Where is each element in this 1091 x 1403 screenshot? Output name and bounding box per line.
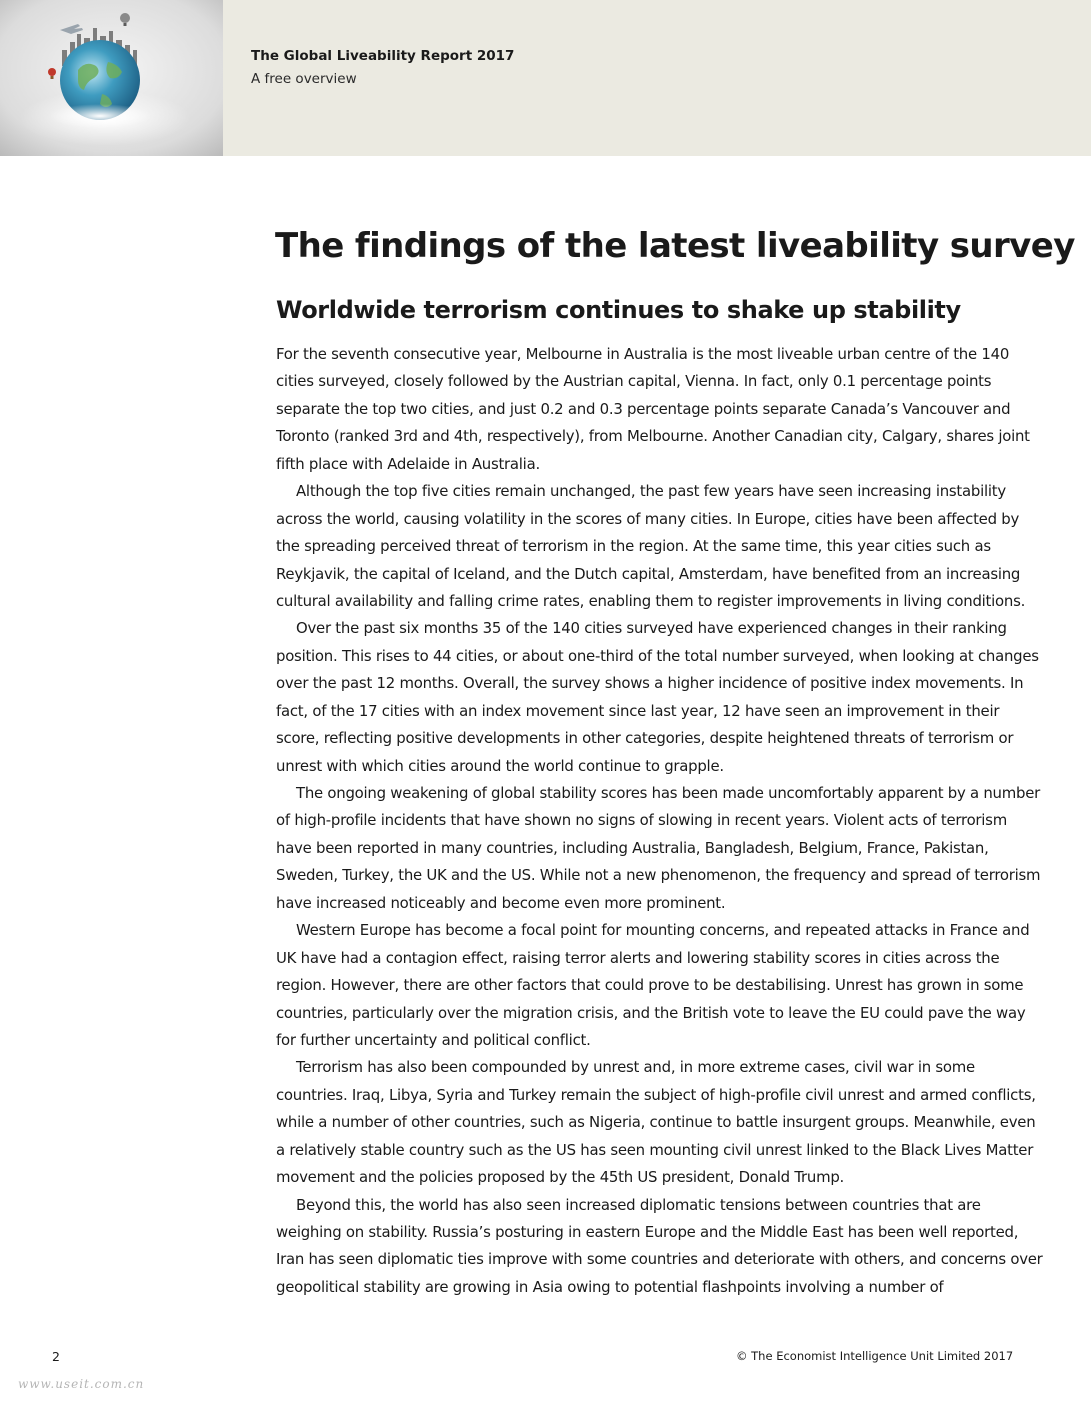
body-paragraph: Beyond this, the world has also seen increased diplomatic tensions between countries that are weighing on stability. Russia’s posturing in eastern Europe and the Middle East has been well reported, Iran has seen diplomatic ties improve with some countries and deteriorate with others, and concerns over geopolitical stability are growing in Asia owing to potential flashpoints involving a number of	[276, 1195, 1043, 1296]
body-paragraph: Over the past six months 35 of the 140 cities surveyed have experienced changes in their ranking position. This rises to 44 cities, or about one-third of the total number surveyed, when looking at changes over the past 12 months. Overall, the survey shows a higher incidence of positive index movements. In fact, of the 17 cities with an index movement since last year, 12 have seen an improvement in their score, reflecting positive developments in other categories, despite heightened threats of terrorism or unrest with which cities around the world continue to grapple.	[276, 619, 1039, 775]
body-paragraph: Western Europe has become a focal point for mounting concerns, and repeated attacks in France and UK have had a contagion effect, raising terror alerts and lowering stability scores in cities across the region. However, there are other factors that could prove to be destabilising. Unrest has grown in some countries, particularly over the migration crisis, and the British vote to leave the EU could pave the way for further uncertainty and political conflict.	[276, 921, 1030, 1049]
page-number: 2	[52, 1349, 60, 1364]
report-subtitle: A free overview	[251, 71, 357, 87]
copyright-notice: © The Economist Intelligence Unit Limited 2017	[736, 1349, 1014, 1363]
page-title: The findings of the latest liveability survey	[275, 226, 1075, 266]
body-paragraph: Although the top five cities remain unchanged, the past few years have seen increasing instability across the world, causing volatility in the scores of many cities. In Europe, cities have been affected by the spreading perceived threat of terrorism in the region. At the same time, this year cities such as Reykjavik, the capital of Iceland, and the Dutch capital, Amsterdam, have benefited from an increasing cultural availability and falling crime rates, enabling them to register improvements in living conditions.	[276, 482, 1026, 610]
section-heading: Worldwide terrorism continues to shake up stability	[276, 296, 961, 324]
watermark: www.useit.com.cn	[18, 1377, 145, 1391]
globe-cityscape-icon	[0, 0, 223, 156]
report-title: The Global Liveability Report 2017	[251, 48, 515, 64]
body-paragraph: For the seventh consecutive year, Melbourne in Australia is the most liveable urban centre of the 140 cities surveyed, closely followed by the Austrian capital, Vienna. In fact, only 0.1 percentage points separate the top two cities, and just 0.2 and 0.3 percentage points separate Canada’s Vancouver and Toronto (ranked 3rd and 4th, respectively), from Melbourne. Another Canadian city, Calgary, shares joint fifth place with Adelaide in Australia.	[276, 345, 1030, 473]
article-body	[276, 341, 1046, 1301]
body-paragraph: The ongoing weakening of global stability scores has been made uncomfortably apparent by a number of high-profile incidents that have shown no signs of slowing in recent years. Violent acts of terrorism have been reported in many countries, including Australia, Bangladesh, Belgium, France, Pakistan, Sweden, Turkey, the UK and the US. While not a new phenomenon, the frequency and spread of terrorism have increased noticeably and become even more prominent.	[276, 784, 1041, 912]
body-paragraph: Terrorism has also been compounded by unrest and, in more extreme cases, civil war in some countries. Iraq, Libya, Syria and Turkey remain the subject of high-profile civil unrest and armed conflicts, while a number of other countries, such as Nigeria, continue to battle insurgent groups. Meanwhile, even a relatively stable country such as the US has seen mounting civil unrest linked to the Black Lives Matter movement and the policies proposed by the 45th US president, Donald Trump.	[276, 1058, 1036, 1187]
header-globe-image	[0, 0, 223, 156]
